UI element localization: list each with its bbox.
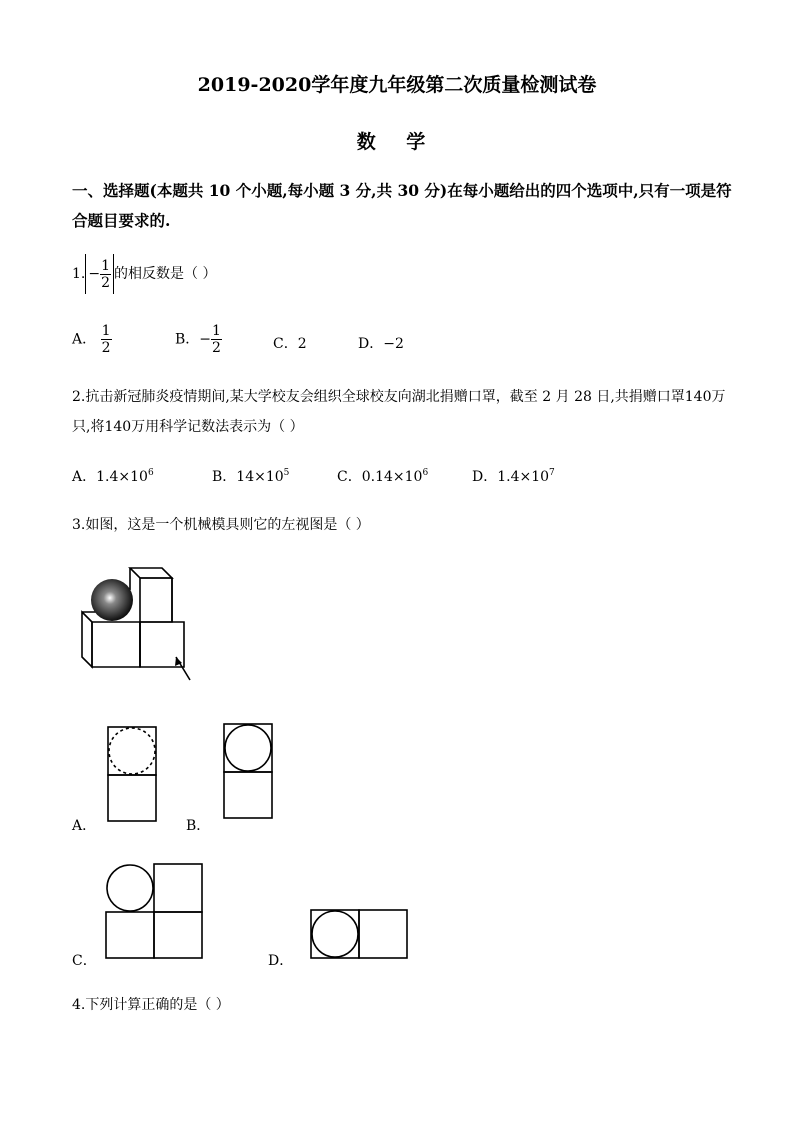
q1-fraction <box>100 258 111 291</box>
q3-option-d-figure <box>307 906 411 962</box>
section-heading-line2: 合题目要求的. <box>72 211 171 230</box>
q2-option-d <box>472 466 555 486</box>
option-exponent: 7 <box>549 468 555 478</box>
q3-option-b-figure <box>220 720 276 822</box>
frac-num: 1 <box>101 323 111 339</box>
subject-title: 数 学 <box>356 131 438 153</box>
mold-figure <box>72 560 202 685</box>
option-base: 1.4×10 <box>96 469 148 485</box>
q1-frac-den: 2 <box>101 274 111 291</box>
question-3-stem: 3.如图，这是一个机械模具则它的左视图是（ ） <box>72 517 370 533</box>
q3-option-b-label: B． <box>186 818 211 834</box>
q3-option-c-figure <box>102 860 206 962</box>
q3-option-a-label: A． <box>72 818 97 834</box>
q2-option-a <box>72 466 154 486</box>
option-label: D． <box>358 336 384 352</box>
frac-den: 2 <box>212 340 221 356</box>
q3-option-d-label: D． <box>268 953 294 969</box>
option-label: D． <box>472 469 498 485</box>
q3-option-a-figure <box>104 723 160 825</box>
q1-minus: − <box>88 266 101 282</box>
option-label: A． <box>72 331 97 348</box>
q1-number: 1. <box>72 266 86 282</box>
frac-num: 1 <box>212 323 221 339</box>
ball-icon <box>91 579 133 621</box>
option-exponent: 6 <box>422 468 429 478</box>
question-1 <box>72 254 216 294</box>
q2-option-b <box>212 466 289 486</box>
frac-den: 2 <box>101 340 111 356</box>
option-base: 0.14×10 <box>361 469 423 485</box>
section-heading <box>72 176 732 236</box>
option-exponent: 5 <box>283 468 290 478</box>
option-label: A． <box>72 469 97 485</box>
q1-option-c <box>273 333 307 353</box>
q1-absolute-value <box>85 254 114 294</box>
option-label: B． <box>175 331 200 348</box>
option-value: 2 <box>297 336 307 352</box>
q1-option-a-fraction <box>101 323 112 356</box>
q1-option-a <box>72 323 112 356</box>
q3-option-c-label: C． <box>72 953 97 969</box>
q1-option-b-fraction <box>211 323 222 356</box>
question-4-stem: 4.下列计算正确的是（ ） <box>72 997 230 1013</box>
option-label: C． <box>273 336 298 352</box>
option-value: −2 <box>383 336 404 352</box>
question-2-stem: 2.抗击新冠肺炎疫情期间,某大学校友会组织全球校友向湖北捐赠口罩，截至 2 月 28 日,共捐赠口罩140万只,将140万用科学记数法表示为（ ） <box>72 389 726 435</box>
q2-option-c <box>337 466 428 486</box>
section-heading-line1: 一、选择题(本题共 10 个小题,每小题 3 分,共 30 分)在每小题给出的四个选项中,只有一项是符 <box>72 181 732 200</box>
q1-option-b <box>175 323 222 356</box>
option-base: 1.4×10 <box>497 469 550 485</box>
option-label: B． <box>212 469 237 485</box>
option-label: C． <box>337 469 362 485</box>
exam-title: 2019-2020学年度九年级第二次质量检测试卷 <box>197 74 597 96</box>
option-base: 14×10 <box>236 469 284 485</box>
option-exponent: 6 <box>147 468 154 478</box>
option-minus: − <box>199 331 212 348</box>
q1-option-d <box>358 333 404 353</box>
q1-frac-num: 1 <box>101 257 111 274</box>
q1-stem-tail: 的相反数是（ ） <box>114 266 217 282</box>
